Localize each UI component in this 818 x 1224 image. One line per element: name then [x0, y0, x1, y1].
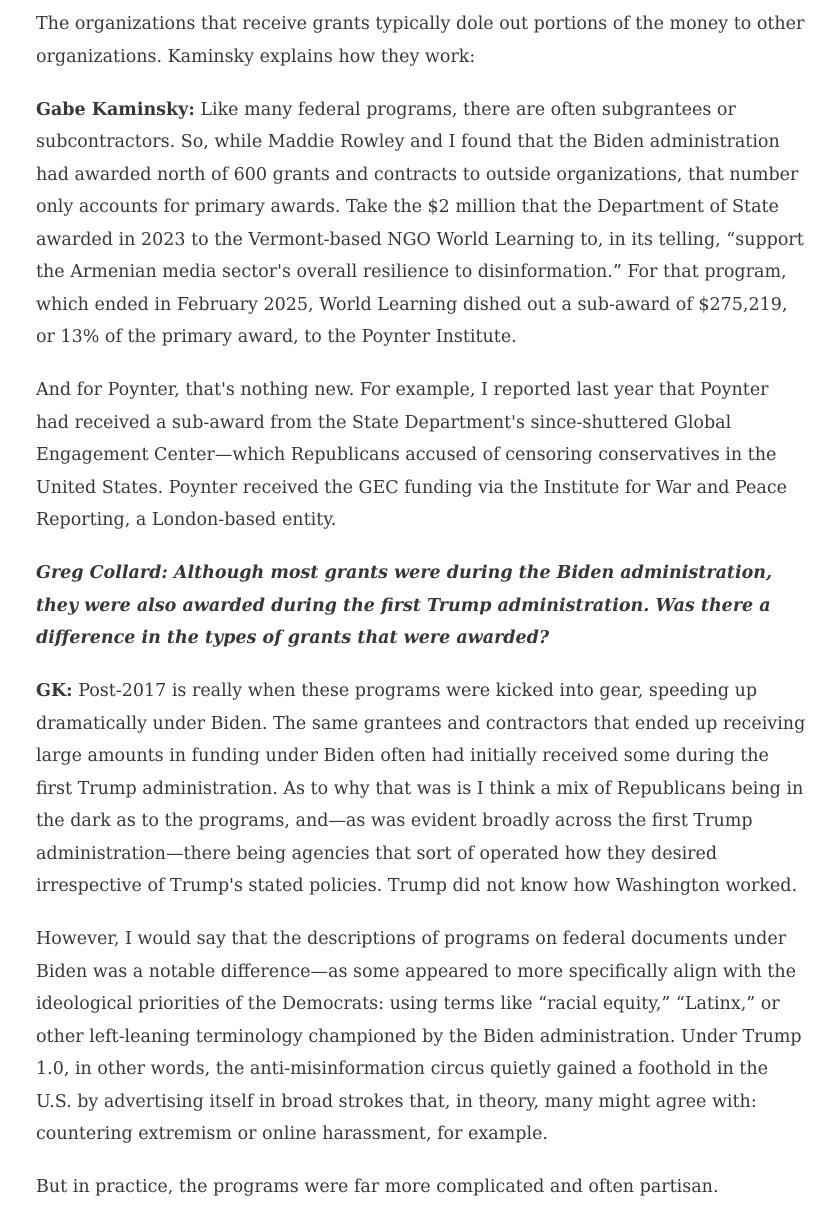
paragraph-practice	[36, 1171, 806, 1204]
paragraph-text: Like many federal programs, there are often subgrantees or subcontractors. So, while Maddie Rowley and I found that the Biden administration had awarded north of 600 grants and contracts to outside organizations, that number only accounts for primary awards. Take the $2 million that the Department of State awarded in 2023 to the Vermont-based NGO World Learning to, in its telling, “support the Armenian media sector's overall resilience to disinformation.” For that program, which ended in February 2025, World Learning dished out a sub-award of $275,219, or 13% of the primary award, to the Poynter Institute.	[36, 99, 804, 347]
speaker-label: Gabe Kaminsky:	[36, 99, 195, 120]
paragraph-text: Post-2017 is really when these programs were kicked into gear, speeding up dramatically under Biden. The same grantees and contractors that ended up receiving large amounts in funding under Biden often had initially received some during the first Trump administration. As to why that was is I think a mix of Republicans being in the dark as to the programs, and—as was evident broadly across the first Trump administration—there being agencies that sort of operated how they desired irrespective of Trump's stated policies. Trump did not know how Washington worked.	[36, 681, 806, 896]
paragraph-intro	[36, 8, 806, 73]
paragraph-text: The organizations that receive grants typically dole out portions of the money to other organizations. Kaminsky explains how they work:	[36, 14, 805, 67]
paragraph-text: And for Poynter, that's nothing new. For example, I reported last year that Poynter had received a sub-award from the State Department's since-shuttered Global Engagement Center—which Republicans accused of censoring conservatives in the United States. Poynter received the GEC funding via the Institute for War and Peace Reporting, a London-based entity.	[36, 380, 787, 530]
article-body	[36, 8, 806, 1224]
paragraph-collard-question	[36, 557, 806, 655]
paragraph-however	[36, 923, 806, 1151]
paragraph-text: However, I would say that the descriptions of programs on federal documents under Biden was a notable difference—as some appeared to more specifically align with the ideological priorities of the Democrats: using terms like “racial equity,” “Latinx,” or other left-leaning terminology championed by the Biden administration. Under Trump 1.0, in other words, the anti-misinformation circus quietly gained a foothold in the U.S. by advertising itself in broad strokes that, in theory, many might agree with: countering extremism or online harassment, for example.	[36, 929, 802, 1144]
paragraph-kaminsky-answer	[36, 94, 806, 354]
speaker-label: GK:	[36, 681, 73, 701]
question-text: Greg Collard: Although most grants were during the Biden administration, they were also awarded during the first Trump administration. Was there a difference in the types of grants that were awarded?	[36, 563, 773, 648]
paragraph-poynter	[36, 374, 806, 537]
paragraph-text: But in practice, the programs were far more complicated and often partisan.	[36, 1177, 719, 1197]
paragraph-gk-answer	[36, 675, 806, 903]
